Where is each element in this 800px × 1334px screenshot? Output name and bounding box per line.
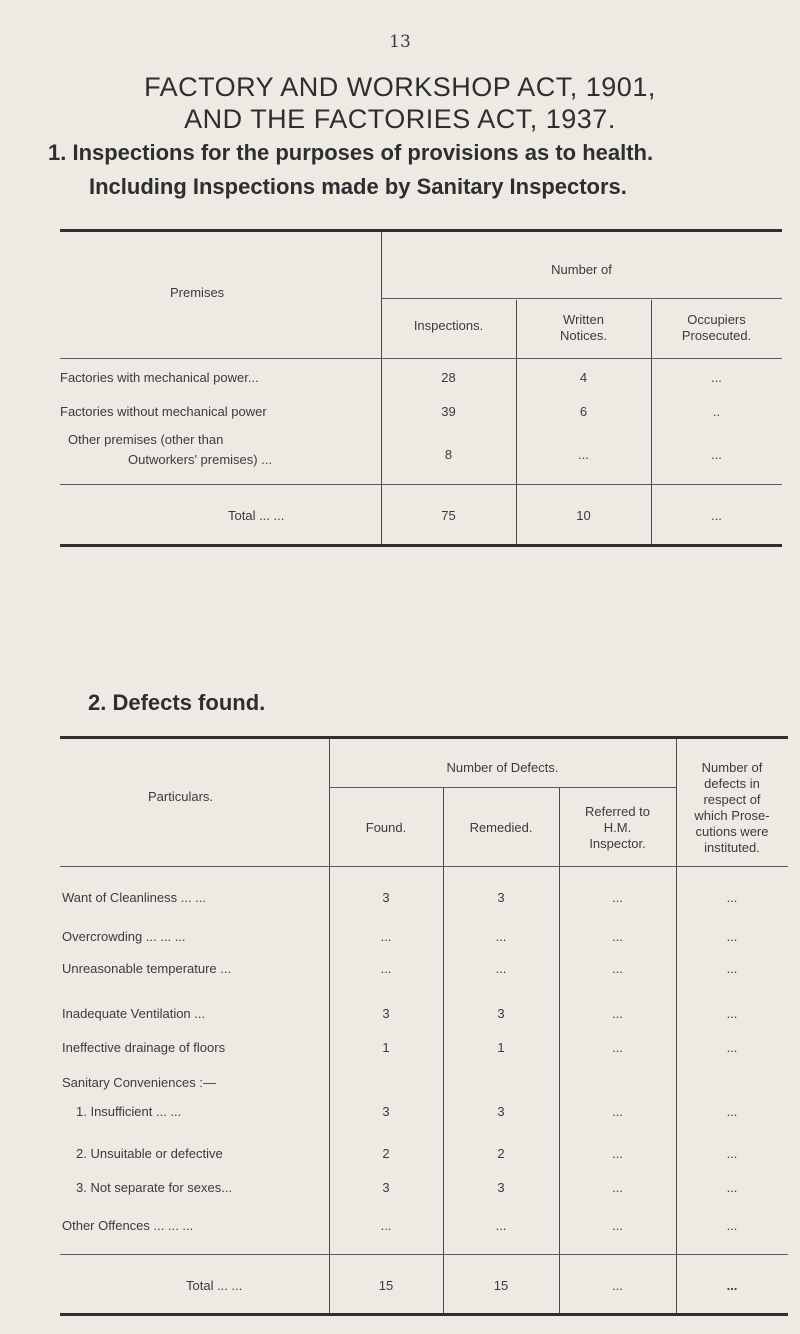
table1-top-rule (60, 229, 782, 232)
table2-row-label: Other Offences ... ... ... (62, 1218, 194, 1233)
page-number: 13 (389, 32, 411, 52)
table1-row-label-cont: Outworkers' premises) ... (128, 452, 273, 467)
table2-cell: ... (612, 1218, 623, 1233)
table1-cell: .. (712, 404, 721, 419)
table2-row-label: Want of Cleanliness ... ... (62, 890, 207, 905)
table2-subhead-rule (329, 787, 676, 788)
table2-cell: ... (726, 1218, 738, 1233)
table2-cell: 2 (382, 1146, 390, 1161)
table1-bottom-rule (60, 544, 782, 547)
table2-cell: 3 (382, 1104, 390, 1119)
written-notices-header: Written Notices. (560, 312, 607, 343)
table2-cell: 3 (382, 1006, 390, 1021)
table2-cell: ... (726, 1104, 738, 1119)
table2-cell: ... (612, 890, 623, 905)
table1-cell: ... (711, 447, 722, 462)
table2-total-cell: 15 (378, 1278, 394, 1293)
referred-header: Referred to H.M. Inspector. (584, 804, 651, 851)
table1-row-label: Factories without mechanical power (60, 404, 267, 419)
table1-cell: 28 (441, 370, 456, 385)
table2-cell: 3 (382, 890, 390, 905)
table2-cell: ... (495, 929, 507, 944)
table2-total-rule (60, 1254, 788, 1255)
table2-cell: ... (612, 1146, 623, 1161)
table2-cell: 2 (497, 1146, 505, 1161)
section2-heading: 2. Defects found. (88, 690, 266, 715)
table2-cell: ... (726, 1180, 738, 1195)
inspections-header: Inspections. (413, 318, 484, 333)
table2-cell: ... (726, 1146, 738, 1161)
table2-row-label: 3. Not separate for sexes... (76, 1180, 233, 1195)
table1-cell: 6 (579, 404, 588, 419)
table2-cell: ... (612, 1040, 623, 1055)
table1-divider (381, 232, 382, 544)
table1-subhead-rule (381, 298, 782, 299)
table1-total-cell: ... (711, 508, 722, 523)
table2-cell: ... (612, 1180, 623, 1195)
table1-cell: ... (578, 447, 589, 462)
table2-bottom-rule (60, 1313, 788, 1316)
table2-cell: 1 (382, 1040, 390, 1055)
table2-cell: ... (726, 929, 738, 944)
premises-header: Premises (170, 285, 225, 300)
table2-cell: ... (726, 961, 738, 976)
table2-cell: 3 (497, 1104, 505, 1119)
table1-total-cell: 10 (576, 508, 591, 523)
section1-heading-line-2: Including Inspections made by Sanitary Inspectors. (89, 174, 627, 199)
table2-row-label: Ineffective drainage of floors (62, 1040, 226, 1055)
table2-total-label: Total ... ... (186, 1278, 243, 1293)
table2-row-label: 1. Insufficient ... ... (76, 1104, 182, 1119)
table2-cell: ... (380, 929, 392, 944)
remedied-header: Remedied. (469, 820, 533, 835)
table2-cell: ... (612, 1006, 623, 1021)
table1-head-rule (60, 358, 782, 359)
table1-total-rule (60, 484, 782, 485)
table2-cell: ... (612, 1104, 623, 1119)
table2-cell: ... (380, 961, 392, 976)
table2-total-cell: ... (726, 1278, 738, 1293)
section1-heading-line-1: 1. Inspections for the purposes of provisions as to health. (48, 140, 654, 165)
table1-cell: 4 (579, 370, 588, 385)
table2-cell: ... (726, 1040, 738, 1055)
prosecutions-header: Number of defects in respect of which Prose- cutions were instituted. (694, 760, 770, 855)
table2-total-cell: ... (612, 1278, 623, 1293)
number-of-header: Number of (551, 262, 612, 277)
table2-top-rule (60, 736, 788, 739)
table2-cell: ... (495, 961, 507, 976)
table2-cell: ... (495, 1218, 507, 1233)
table1-row-label: Other premises (other than (68, 432, 224, 447)
table2-row-label: 2. Unsuitable or defective (76, 1146, 223, 1161)
table1-cell: ... (711, 370, 722, 385)
table2-cell: 3 (382, 1180, 390, 1195)
title-line-1: FACTORY AND WORKSHOP ACT, 1901, (144, 72, 656, 102)
table2-cell: ... (726, 890, 738, 905)
table2-row-label: Unreasonable temperature ... (62, 961, 232, 976)
table2-row-label: Inadequate Ventilation ... (62, 1006, 206, 1021)
table2-cell: ... (612, 961, 623, 976)
table2-cell: 3 (497, 1006, 505, 1021)
table2-cell: ... (612, 929, 623, 944)
table2-row-label: Overcrowding ... ... ... (62, 929, 186, 944)
title-line-2: AND THE FACTORIES ACT, 1937. (184, 104, 616, 134)
table2-row-label: Sanitary Conveniences :— (62, 1075, 216, 1090)
table1-row-label: Factories with mechanical power... (60, 370, 259, 385)
table2-cell: ... (726, 1006, 738, 1021)
table1-cell: 8 (444, 447, 453, 462)
table1-total-cell: 75 (441, 508, 456, 523)
table2-cell: 1 (497, 1040, 505, 1055)
table2-cell: 3 (497, 890, 505, 905)
table1-cell: 39 (441, 404, 456, 419)
table2-cell: 3 (497, 1180, 505, 1195)
table2-total-cell: 15 (493, 1278, 509, 1293)
table1-total-label: Total ... ... (228, 508, 285, 523)
particulars-header: Particulars. (148, 789, 214, 804)
number-of-defects-header: Number of Defects. (446, 760, 559, 775)
table2-head-rule (60, 866, 788, 867)
table2-cell: ... (380, 1218, 392, 1233)
occupiers-prosecuted-header: Occupiers Prosecuted. (681, 312, 752, 343)
found-header: Found. (365, 820, 407, 835)
